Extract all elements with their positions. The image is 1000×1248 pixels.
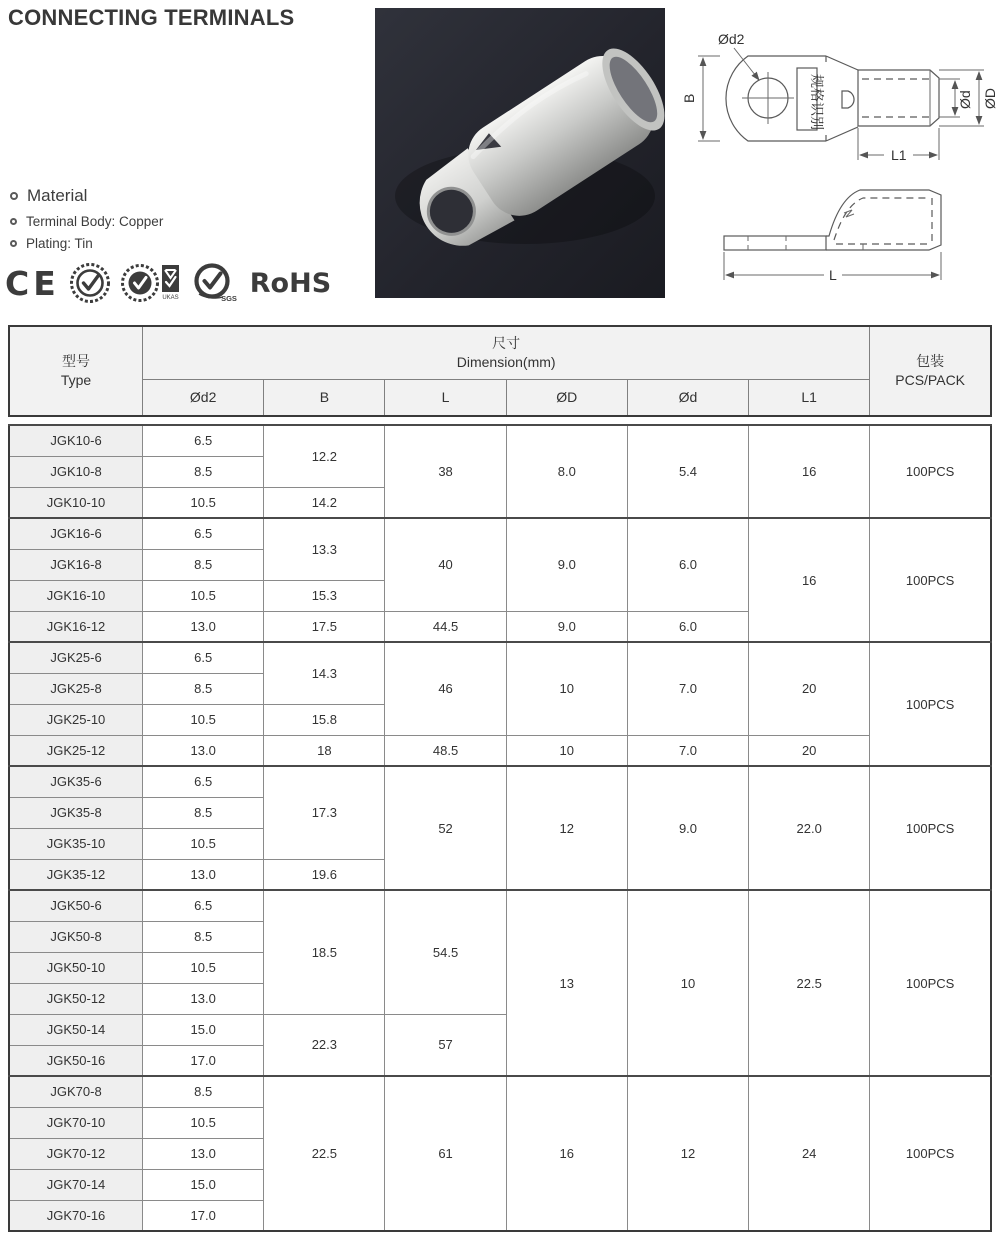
type-cell: JGK50-6 <box>9 890 143 921</box>
dim-d2-label: Ød2 <box>718 31 745 47</box>
value-cell: 100PCS <box>870 766 991 890</box>
table-gap <box>8 417 992 424</box>
value-cell: 57 <box>385 1014 506 1076</box>
type-cell: JGK16-12 <box>9 611 143 642</box>
material-item-text: Plating: Tin <box>26 236 93 251</box>
value-cell: 13.0 <box>143 735 264 766</box>
type-cell: JGK10-10 <box>9 487 143 518</box>
bullet-icon <box>10 192 18 200</box>
value-cell: 6.5 <box>143 642 264 673</box>
value-cell: 9.0 <box>506 518 627 611</box>
header-type-en: Type <box>60 372 92 388</box>
value-cell: 16 <box>749 425 870 518</box>
sgs-certified-icon <box>191 261 237 305</box>
table-row <box>9 766 991 797</box>
type-cell: JGK50-12 <box>9 983 143 1014</box>
value-cell: 15.0 <box>143 1014 264 1045</box>
header-dimension-group <box>143 326 870 379</box>
type-cell: JGK70-8 <box>9 1076 143 1107</box>
value-cell: 6.0 <box>627 611 748 642</box>
value-cell: 22.0 <box>749 766 870 890</box>
spec-table <box>8 424 992 1232</box>
type-cell: JGK25-10 <box>9 704 143 735</box>
dimension-diagram <box>676 8 1000 304</box>
value-cell: 52 <box>385 766 506 890</box>
value-cell: 20 <box>749 642 870 735</box>
subheader-L: L <box>385 379 506 416</box>
subheader-L1: L1 <box>749 379 870 416</box>
dim-D-label: ØD <box>982 88 998 109</box>
certification-logos <box>5 262 331 304</box>
type-cell: JGK10-8 <box>9 456 143 487</box>
value-cell: 17.0 <box>143 1045 264 1076</box>
value-cell: 5.4 <box>627 425 748 518</box>
type-cell: JGK35-10 <box>9 828 143 859</box>
value-cell: 8.0 <box>506 425 627 518</box>
spec-tables <box>8 325 992 1232</box>
value-cell: 22.5 <box>749 890 870 1076</box>
spec-mark-label: 规格识别 <box>809 74 825 130</box>
subheader-B: B <box>264 379 385 416</box>
value-cell: 15.0 <box>143 1169 264 1200</box>
type-cell: JGK70-14 <box>9 1169 143 1200</box>
value-cell: 54.5 <box>385 890 506 1014</box>
material-item <box>10 214 163 229</box>
table-row <box>9 735 991 766</box>
value-cell: 15.3 <box>264 580 385 611</box>
value-cell: 13 <box>506 890 627 1076</box>
value-cell: 38 <box>385 425 506 518</box>
table-row <box>9 890 991 921</box>
value-cell: 6.5 <box>143 518 264 549</box>
value-cell: 7.0 <box>627 642 748 735</box>
subheader-d2: Ød2 <box>143 379 264 416</box>
type-cell: JGK16-8 <box>9 549 143 580</box>
table-row <box>9 642 991 673</box>
value-cell: 6.5 <box>143 425 264 456</box>
table-row <box>9 425 991 456</box>
type-cell: JGK16-6 <box>9 518 143 549</box>
bullet-icon <box>10 240 17 247</box>
top-section <box>0 0 1000 322</box>
type-cell: JGK25-6 <box>9 642 143 673</box>
value-cell: 13.0 <box>143 611 264 642</box>
subheader-d: Ød <box>627 379 748 416</box>
value-cell: 8.5 <box>143 921 264 952</box>
type-cell: JGK16-10 <box>9 580 143 611</box>
type-cell: JGK70-16 <box>9 1200 143 1231</box>
value-cell: 100PCS <box>870 518 991 642</box>
header-pack-cn: 包装 <box>916 353 945 370</box>
value-cell: 8.5 <box>143 549 264 580</box>
value-cell: 13.3 <box>264 518 385 580</box>
value-cell: 100PCS <box>870 890 991 1076</box>
value-cell: 13.0 <box>143 859 264 890</box>
rohs-label: RoHS <box>249 267 332 299</box>
value-cell: 15.8 <box>264 704 385 735</box>
value-cell: 17.0 <box>143 1200 264 1231</box>
value-cell: 10.5 <box>143 952 264 983</box>
type-cell: JGK50-16 <box>9 1045 143 1076</box>
value-cell: 10.5 <box>143 828 264 859</box>
value-cell: 10 <box>627 890 748 1076</box>
bullet-icon <box>10 218 17 225</box>
ce-mark-icon: CE <box>5 263 60 303</box>
value-cell: 46 <box>385 642 506 735</box>
value-cell: 40 <box>385 518 506 611</box>
product-photo <box>375 8 665 298</box>
spec-table-body <box>9 425 991 1231</box>
ukas-label: UKAS <box>162 295 179 301</box>
dim-B-label: B <box>681 93 697 103</box>
spec-table-header <box>8 325 992 417</box>
material-section <box>10 186 163 258</box>
value-cell: 17.3 <box>264 766 385 859</box>
value-cell: 16 <box>749 518 870 642</box>
value-cell: 10 <box>506 735 627 766</box>
header-dim-cn: 尺寸 <box>492 334 521 351</box>
material-item-text: Terminal Body: Copper <box>26 214 164 229</box>
type-cell: JGK35-6 <box>9 766 143 797</box>
value-cell: 48.5 <box>385 735 506 766</box>
value-cell: 18 <box>264 735 385 766</box>
value-cell: 12 <box>506 766 627 890</box>
material-item <box>10 236 163 251</box>
value-cell: 10.5 <box>143 704 264 735</box>
header-pack-en: PCS/PACK <box>895 372 966 388</box>
type-cell: JGK50-14 <box>9 1014 143 1045</box>
value-cell: 100PCS <box>870 425 991 518</box>
table-row <box>9 1076 991 1107</box>
value-cell: 100PCS <box>870 642 991 766</box>
type-cell: JGK25-8 <box>9 673 143 704</box>
value-cell: 8.5 <box>143 673 264 704</box>
table-row <box>9 518 991 549</box>
value-cell: 7.0 <box>627 735 748 766</box>
type-cell: JGK35-8 <box>9 797 143 828</box>
value-cell: 10.5 <box>143 580 264 611</box>
header-pack-column <box>870 326 991 416</box>
type-cell: JGK70-12 <box>9 1138 143 1169</box>
weee-compliant-icon <box>69 262 111 304</box>
value-cell: 6.5 <box>143 766 264 797</box>
value-cell: 19.6 <box>264 859 385 890</box>
value-cell: 13.0 <box>143 1138 264 1169</box>
value-cell: 100PCS <box>870 1076 991 1231</box>
dim-d-label: Ød <box>957 90 973 109</box>
terminal-lug-image <box>375 8 665 298</box>
value-cell: 14.2 <box>264 487 385 518</box>
type-cell: JGK50-8 <box>9 921 143 952</box>
value-cell: 24 <box>749 1076 870 1231</box>
value-cell: 9.0 <box>627 766 748 890</box>
value-cell: 13.0 <box>143 983 264 1014</box>
value-cell: 10.5 <box>143 487 264 518</box>
value-cell: 16 <box>506 1076 627 1231</box>
value-cell: 18.5 <box>264 890 385 1014</box>
type-cell: JGK70-10 <box>9 1107 143 1138</box>
dim-L1-label: L1 <box>891 147 907 163</box>
subheader-D: ØD <box>506 379 627 416</box>
header-dim-en: Dimension(mm) <box>456 353 556 370</box>
sgs-label: SGS <box>220 294 237 303</box>
header-type-cn: 型号 <box>62 353 91 370</box>
value-cell: 10.5 <box>143 1107 264 1138</box>
value-cell: 8.5 <box>143 1076 264 1107</box>
material-heading-row <box>10 186 163 206</box>
type-cell: JGK10-6 <box>9 425 143 456</box>
value-cell: 12 <box>627 1076 748 1231</box>
value-cell: 22.5 <box>264 1076 385 1231</box>
value-cell: 22.3 <box>264 1014 385 1076</box>
type-cell: JGK25-12 <box>9 735 143 766</box>
value-cell: 12.2 <box>264 425 385 487</box>
value-cell: 8.5 <box>143 797 264 828</box>
value-cell: 61 <box>385 1076 506 1231</box>
type-cell: JGK35-12 <box>9 859 143 890</box>
value-cell: 10 <box>506 642 627 735</box>
dim-L-label: L <box>829 267 837 283</box>
material-heading: Material <box>27 186 88 205</box>
value-cell: 44.5 <box>385 611 506 642</box>
value-cell: 6.5 <box>143 890 264 921</box>
value-cell: 6.0 <box>627 518 748 611</box>
value-cell: 14.3 <box>264 642 385 704</box>
value-cell: 17.5 <box>264 611 385 642</box>
value-cell: 9.0 <box>506 611 627 642</box>
value-cell: 8.5 <box>143 456 264 487</box>
header-type-column <box>9 326 143 416</box>
iso-ukas-icon <box>120 261 182 305</box>
type-cell: JGK50-10 <box>9 952 143 983</box>
page-title: CONNECTING TERMINALS <box>8 5 295 30</box>
value-cell: 20 <box>749 735 870 766</box>
